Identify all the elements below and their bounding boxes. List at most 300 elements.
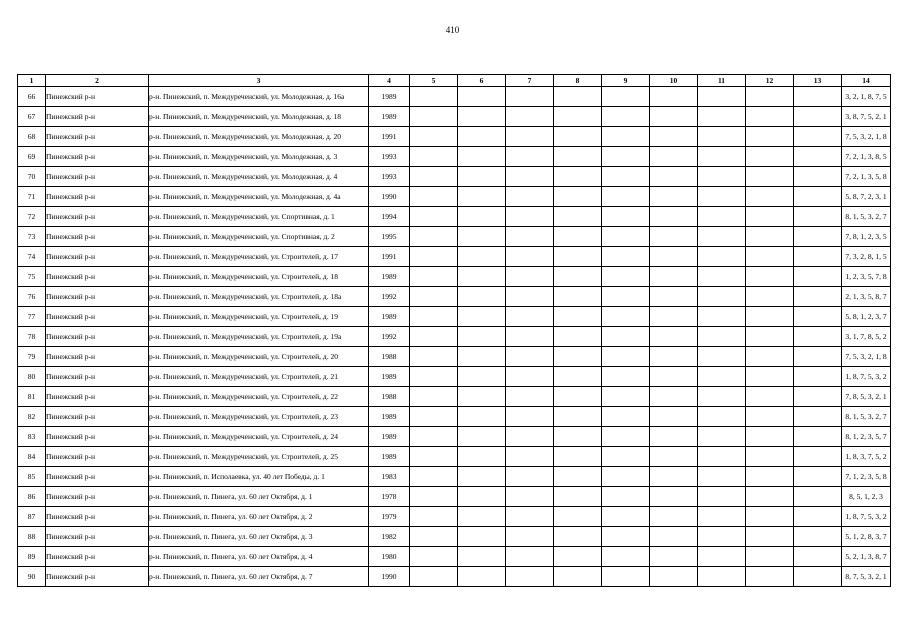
empty-cell: [698, 127, 746, 147]
empty-cell: [410, 227, 458, 247]
empty-cell: [794, 327, 842, 347]
empty-cell: [458, 227, 506, 247]
table-row: [18, 367, 891, 387]
empty-cell: [554, 287, 602, 307]
row-number-cell: 83: [18, 427, 46, 447]
empty-cell: [602, 327, 650, 347]
district-cell: Пинежский р-н: [46, 447, 149, 467]
page-number: 410: [445, 25, 460, 35]
empty-cell: [602, 367, 650, 387]
table-row: [18, 107, 891, 127]
empty-cell: [650, 427, 698, 447]
code-cell: 7, 2, 1, 3, 5, 8: [842, 167, 891, 187]
year-cell: 1991: [369, 127, 410, 147]
address-cell: р-н. Пинежский, п. Междуреченский, ул. Молодежная, д. 4: [149, 167, 369, 187]
year-cell: 1992: [369, 287, 410, 307]
empty-cell: [602, 407, 650, 427]
row-number-cell: 72: [18, 207, 46, 227]
empty-cell: [602, 267, 650, 287]
empty-cell: [746, 467, 794, 487]
year-cell: 1991: [369, 247, 410, 267]
empty-cell: [794, 167, 842, 187]
empty-cell: [458, 107, 506, 127]
empty-cell: [650, 407, 698, 427]
empty-cell: [746, 107, 794, 127]
empty-cell: [698, 187, 746, 207]
empty-cell: [698, 267, 746, 287]
empty-cell: [458, 467, 506, 487]
year-cell: 1989: [369, 267, 410, 287]
empty-cell: [794, 547, 842, 567]
empty-cell: [554, 107, 602, 127]
empty-cell: [554, 407, 602, 427]
empty-cell: [506, 487, 554, 507]
empty-cell: [794, 347, 842, 367]
table-row: [18, 287, 891, 307]
district-cell: Пинежский р-н: [46, 347, 149, 367]
code-cell: 7, 3, 2, 8, 1, 5: [842, 247, 891, 267]
empty-cell: [410, 87, 458, 107]
empty-cell: [554, 427, 602, 447]
empty-cell: [506, 307, 554, 327]
code-cell: 5, 1, 2, 8, 3, 7: [842, 527, 891, 547]
address-cell: р-н. Пинежский, п. Исполаевка, ул. 40 лет Победы, д. 1: [149, 467, 369, 487]
table-row: [18, 487, 891, 507]
district-cell: Пинежский р-н: [46, 467, 149, 487]
code-cell: 1, 8, 3, 7, 5, 2: [842, 447, 891, 467]
district-cell: Пинежский р-н: [46, 247, 149, 267]
year-cell: 1989: [369, 427, 410, 447]
table-row: [18, 407, 891, 427]
address-cell: р-н. Пинежский, п. Междуреченский, ул. Спортивная, д. 2: [149, 227, 369, 247]
empty-cell: [746, 447, 794, 467]
empty-cell: [602, 467, 650, 487]
address-cell: р-н. Пинежский, п. Междуреченский, ул. Строителей, д. 20: [149, 347, 369, 367]
column-header: 6: [458, 75, 506, 87]
empty-cell: [410, 267, 458, 287]
empty-cell: [410, 447, 458, 467]
empty-cell: [650, 387, 698, 407]
empty-cell: [554, 507, 602, 527]
row-number-cell: 84: [18, 447, 46, 467]
address-cell: р-н. Пинежский, п. Пинега, ул. 60 лет Октября, д. 3: [149, 527, 369, 547]
district-cell: Пинежский р-н: [46, 87, 149, 107]
empty-cell: [602, 87, 650, 107]
code-cell: 1, 8, 7, 5, 3, 2: [842, 367, 891, 387]
empty-cell: [602, 207, 650, 227]
empty-cell: [746, 387, 794, 407]
column-header: 5: [410, 75, 458, 87]
empty-cell: [602, 227, 650, 247]
empty-cell: [602, 447, 650, 467]
empty-cell: [746, 187, 794, 207]
table-row: [18, 207, 891, 227]
code-cell: 1, 8, 7, 5, 3, 2: [842, 507, 891, 527]
code-cell: 3, 1, 7, 8, 5, 2: [842, 327, 891, 347]
empty-cell: [506, 427, 554, 447]
column-header: 1: [18, 75, 46, 87]
empty-cell: [650, 127, 698, 147]
empty-cell: [506, 87, 554, 107]
row-number-cell: 69: [18, 147, 46, 167]
code-cell: 7, 2, 1, 3, 8, 5: [842, 147, 891, 167]
empty-cell: [602, 187, 650, 207]
empty-cell: [602, 527, 650, 547]
empty-cell: [698, 107, 746, 127]
address-cell: р-н. Пинежский, п. Междуреченский, ул. Спортивная, д. 1: [149, 207, 369, 227]
empty-cell: [458, 247, 506, 267]
empty-cell: [794, 407, 842, 427]
empty-cell: [458, 267, 506, 287]
row-number-cell: 90: [18, 567, 46, 587]
empty-cell: [602, 247, 650, 267]
empty-cell: [746, 367, 794, 387]
year-cell: 1992: [369, 327, 410, 347]
empty-cell: [746, 147, 794, 167]
empty-cell: [650, 227, 698, 247]
code-cell: 2, 1, 3, 5, 8, 7: [842, 287, 891, 307]
empty-cell: [650, 247, 698, 267]
empty-cell: [698, 367, 746, 387]
empty-cell: [410, 247, 458, 267]
empty-cell: [650, 467, 698, 487]
empty-cell: [554, 447, 602, 467]
table-row: [18, 527, 891, 547]
empty-cell: [794, 527, 842, 547]
empty-cell: [794, 387, 842, 407]
empty-cell: [794, 267, 842, 287]
row-number-cell: 86: [18, 487, 46, 507]
code-cell: 1, 2, 3, 5, 7, 8: [842, 267, 891, 287]
empty-cell: [698, 547, 746, 567]
year-cell: 1989: [369, 87, 410, 107]
code-cell: 8, 1, 5, 3, 2, 7: [842, 207, 891, 227]
table-row: [18, 127, 891, 147]
column-header: 3: [149, 75, 369, 87]
empty-cell: [410, 427, 458, 447]
empty-cell: [602, 287, 650, 307]
empty-cell: [458, 187, 506, 207]
row-number-cell: 75: [18, 267, 46, 287]
empty-cell: [698, 347, 746, 367]
empty-cell: [650, 287, 698, 307]
table-row: [18, 187, 891, 207]
empty-cell: [506, 547, 554, 567]
empty-cell: [698, 287, 746, 307]
district-cell: Пинежский р-н: [46, 327, 149, 347]
empty-cell: [554, 387, 602, 407]
row-number-cell: 67: [18, 107, 46, 127]
empty-cell: [554, 347, 602, 367]
empty-cell: [506, 147, 554, 167]
empty-cell: [554, 167, 602, 187]
year-cell: 1994: [369, 207, 410, 227]
address-cell: р-н. Пинежский, п. Междуреченский, ул. Строителей, д. 21: [149, 367, 369, 387]
empty-cell: [746, 247, 794, 267]
empty-cell: [794, 87, 842, 107]
empty-cell: [554, 487, 602, 507]
row-number-cell: 82: [18, 407, 46, 427]
empty-cell: [746, 207, 794, 227]
table-row: [18, 507, 891, 527]
empty-cell: [794, 447, 842, 467]
empty-cell: [506, 387, 554, 407]
empty-cell: [698, 87, 746, 107]
empty-cell: [650, 367, 698, 387]
empty-cell: [506, 407, 554, 427]
empty-cell: [650, 527, 698, 547]
year-cell: 1982: [369, 527, 410, 547]
table-row: [18, 547, 891, 567]
empty-cell: [458, 567, 506, 587]
empty-cell: [698, 147, 746, 167]
column-header: 11: [698, 75, 746, 87]
empty-cell: [746, 87, 794, 107]
empty-cell: [650, 307, 698, 327]
empty-cell: [410, 127, 458, 147]
empty-cell: [698, 387, 746, 407]
year-cell: 1993: [369, 147, 410, 167]
empty-cell: [458, 507, 506, 527]
empty-cell: [458, 327, 506, 347]
year-cell: 1993: [369, 167, 410, 187]
empty-cell: [650, 327, 698, 347]
district-cell: Пинежский р-н: [46, 287, 149, 307]
code-cell: 7, 1, 2, 3, 5, 8: [842, 467, 891, 487]
empty-cell: [698, 327, 746, 347]
empty-cell: [794, 507, 842, 527]
empty-cell: [554, 367, 602, 387]
district-cell: Пинежский р-н: [46, 407, 149, 427]
column-header: 9: [602, 75, 650, 87]
column-header: 8: [554, 75, 602, 87]
address-cell: р-н. Пинежский, п. Пинега, ул. 60 лет Октября, д. 2: [149, 507, 369, 527]
empty-cell: [746, 547, 794, 567]
empty-cell: [410, 387, 458, 407]
row-number-cell: 79: [18, 347, 46, 367]
code-cell: 8, 5, 1, 2, 3: [842, 487, 891, 507]
empty-cell: [698, 207, 746, 227]
empty-cell: [458, 87, 506, 107]
empty-cell: [506, 127, 554, 147]
empty-cell: [602, 147, 650, 167]
code-cell: 3, 8, 7, 5, 2, 1: [842, 107, 891, 127]
empty-cell: [458, 487, 506, 507]
empty-cell: [458, 347, 506, 367]
empty-cell: [746, 307, 794, 327]
empty-cell: [698, 407, 746, 427]
empty-cell: [746, 527, 794, 547]
district-cell: Пинежский р-н: [46, 227, 149, 247]
district-cell: Пинежский р-н: [46, 167, 149, 187]
district-cell: Пинежский р-н: [46, 267, 149, 287]
empty-cell: [506, 447, 554, 467]
code-cell: 8, 1, 2, 3, 5, 7: [842, 427, 891, 447]
district-cell: Пинежский р-н: [46, 387, 149, 407]
table-row: [18, 347, 891, 367]
table-row: [18, 387, 891, 407]
address-cell: р-н. Пинежский, п. Пинега, ул. 60 лет Октября, д. 4: [149, 547, 369, 567]
district-cell: Пинежский р-н: [46, 427, 149, 447]
empty-cell: [650, 347, 698, 367]
district-cell: Пинежский р-н: [46, 367, 149, 387]
empty-cell: [794, 467, 842, 487]
empty-cell: [794, 107, 842, 127]
table-row: [18, 427, 891, 447]
table-row: [18, 267, 891, 287]
empty-cell: [554, 467, 602, 487]
empty-cell: [410, 467, 458, 487]
empty-cell: [746, 167, 794, 187]
address-cell: р-н. Пинежский, п. Междуреченский, ул. Строителей, д. 23: [149, 407, 369, 427]
empty-cell: [410, 407, 458, 427]
empty-cell: [746, 487, 794, 507]
code-cell: 5, 8, 1, 2, 3, 7: [842, 307, 891, 327]
year-cell: 1989: [369, 367, 410, 387]
code-cell: 7, 5, 3, 2, 1, 8: [842, 347, 891, 367]
row-number-cell: 71: [18, 187, 46, 207]
empty-cell: [650, 207, 698, 227]
district-cell: Пинежский р-н: [46, 107, 149, 127]
row-number-cell: 73: [18, 227, 46, 247]
empty-cell: [794, 487, 842, 507]
empty-cell: [458, 367, 506, 387]
column-header: 12: [746, 75, 794, 87]
empty-cell: [506, 107, 554, 127]
empty-cell: [506, 527, 554, 547]
empty-cell: [458, 167, 506, 187]
row-number-cell: 70: [18, 167, 46, 187]
district-cell: Пинежский р-н: [46, 567, 149, 587]
year-cell: 1990: [369, 187, 410, 207]
address-cell: р-н. Пинежский, п. Междуреченский, ул. Молодежная, д. 18: [149, 107, 369, 127]
empty-cell: [746, 327, 794, 347]
address-cell: р-н. Пинежский, п. Междуреченский, ул. Строителей, д. 17: [149, 247, 369, 267]
empty-cell: [410, 527, 458, 547]
district-cell: Пинежский р-н: [46, 307, 149, 327]
empty-cell: [746, 407, 794, 427]
year-cell: 1990: [369, 567, 410, 587]
empty-cell: [794, 187, 842, 207]
empty-cell: [554, 87, 602, 107]
code-cell: 7, 8, 5, 3, 2, 1: [842, 387, 891, 407]
empty-cell: [458, 447, 506, 467]
empty-cell: [794, 427, 842, 447]
address-cell: р-н. Пинежский, п. Междуреченский, ул. Молодежная, д. 4а: [149, 187, 369, 207]
empty-cell: [410, 347, 458, 367]
empty-cell: [650, 487, 698, 507]
address-cell: р-н. Пинежский, п. Междуреченский, ул. Строителей, д. 18: [149, 267, 369, 287]
empty-cell: [650, 567, 698, 587]
district-cell: Пинежский р-н: [46, 507, 149, 527]
empty-cell: [698, 167, 746, 187]
empty-cell: [458, 527, 506, 547]
address-cell: р-н. Пинежский, п. Пинега, ул. 60 лет Октября, д. 1: [149, 487, 369, 507]
year-cell: 1989: [369, 407, 410, 427]
empty-cell: [506, 287, 554, 307]
empty-cell: [602, 567, 650, 587]
empty-cell: [506, 247, 554, 267]
address-cell: р-н. Пинежский, п. Междуреченский, ул. Строителей, д. 22: [149, 387, 369, 407]
empty-cell: [698, 527, 746, 547]
row-number-cell: 85: [18, 467, 46, 487]
empty-cell: [554, 527, 602, 547]
year-cell: 1988: [369, 347, 410, 367]
empty-cell: [698, 507, 746, 527]
empty-cell: [794, 227, 842, 247]
row-number-cell: 78: [18, 327, 46, 347]
empty-cell: [650, 147, 698, 167]
empty-cell: [458, 207, 506, 227]
code-cell: 5, 8, 7, 2, 3, 1: [842, 187, 891, 207]
empty-cell: [458, 407, 506, 427]
empty-cell: [698, 467, 746, 487]
empty-cell: [794, 367, 842, 387]
empty-cell: [506, 567, 554, 587]
address-cell: р-н. Пинежский, п. Междуреченский, ул. Молодежная, д. 3: [149, 147, 369, 167]
empty-cell: [602, 127, 650, 147]
empty-cell: [506, 347, 554, 367]
empty-cell: [746, 127, 794, 147]
table-row: [18, 307, 891, 327]
empty-cell: [746, 287, 794, 307]
row-number-cell: 88: [18, 527, 46, 547]
address-cell: р-н. Пинежский, п. Междуреченский, ул. Строителей, д. 25: [149, 447, 369, 467]
address-cell: р-н. Пинежский, п. Междуреченский, ул. Строителей, д. 19а: [149, 327, 369, 347]
empty-cell: [698, 447, 746, 467]
empty-cell: [794, 147, 842, 167]
empty-cell: [458, 307, 506, 327]
year-cell: 1980: [369, 547, 410, 567]
empty-cell: [602, 307, 650, 327]
district-cell: Пинежский р-н: [46, 527, 149, 547]
empty-cell: [794, 287, 842, 307]
year-cell: 1988: [369, 387, 410, 407]
empty-cell: [650, 267, 698, 287]
empty-cell: [650, 87, 698, 107]
year-cell: 1978: [369, 487, 410, 507]
empty-cell: [410, 287, 458, 307]
code-cell: 5, 2, 1, 3, 8, 7: [842, 547, 891, 567]
district-cell: Пинежский р-н: [46, 147, 149, 167]
table-row: [18, 247, 891, 267]
empty-cell: [458, 387, 506, 407]
empty-cell: [410, 187, 458, 207]
empty-cell: [554, 247, 602, 267]
empty-cell: [554, 547, 602, 567]
code-cell: 8, 1, 5, 3, 2, 7: [842, 407, 891, 427]
code-cell: 7, 8, 1, 2, 3, 5: [842, 227, 891, 247]
empty-cell: [458, 147, 506, 167]
empty-cell: [506, 187, 554, 207]
district-cell: Пинежский р-н: [46, 487, 149, 507]
column-header: 4: [369, 75, 410, 87]
empty-cell: [410, 547, 458, 567]
empty-cell: [698, 247, 746, 267]
empty-cell: [602, 427, 650, 447]
district-cell: Пинежский р-н: [46, 127, 149, 147]
empty-cell: [410, 327, 458, 347]
column-header: 13: [794, 75, 842, 87]
empty-cell: [410, 487, 458, 507]
row-number-cell: 74: [18, 247, 46, 267]
empty-cell: [506, 327, 554, 347]
empty-cell: [794, 567, 842, 587]
empty-cell: [410, 507, 458, 527]
table-row: [18, 327, 891, 347]
empty-cell: [410, 307, 458, 327]
year-cell: 1983: [369, 467, 410, 487]
